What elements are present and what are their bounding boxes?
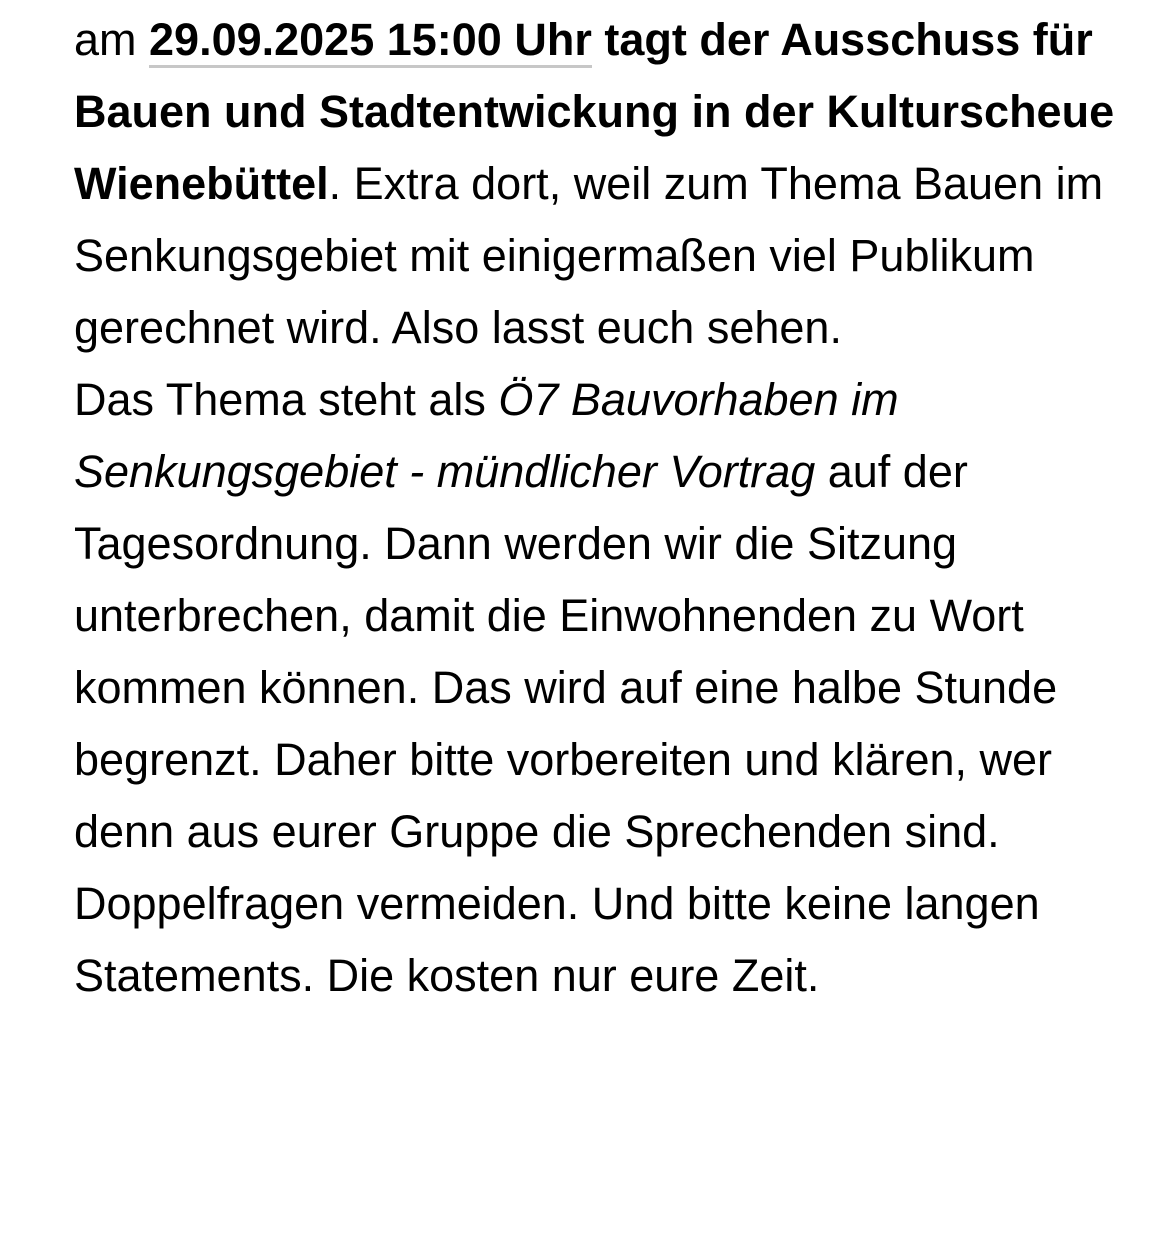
message-body (74, 4, 1134, 1012)
agenda-prefix: Das Thema steht als (74, 374, 499, 425)
meeting-info: tagt der Ausschuss für Bauen und Stadtentwickung in der Kulturscheue Wienebüttel (74, 14, 1115, 209)
agenda-note: auf der Tagesordnung. Dann werden wir die Sitzung unterbrechen, damit die Einwohnenden zu Wort kommen können. Das wird auf eine halbe Stunde begrenzt. Daher bitte vorbereiten und klären, wer denn aus eurer Gruppe die Sprechenden sind. Doppelfragen vermeiden. Und bitte keine langen Statements. Die kosten nur eure Zeit. (74, 446, 1058, 1001)
message-paragraph-2 (74, 364, 1134, 1012)
meeting-note: . Extra dort, weil zum Thema Bauen im Senkungsgebiet mit einigermaßen viel Publikum gerechnet wird. Also lasst euch sehen. (74, 158, 1104, 353)
message-paragraph-1 (74, 4, 1134, 364)
clipped-next-line (74, 1234, 574, 1245)
clipped-text-fragment (74, 1234, 574, 1245)
agenda-item: Ö7 Bauvorhaben im Senkungsgebiet - mündlicher Vortrag (74, 374, 899, 497)
date-prefix: am (74, 14, 150, 65)
date-link[interactable]: 29.09.2025 15:00 Uhr (149, 14, 592, 68)
